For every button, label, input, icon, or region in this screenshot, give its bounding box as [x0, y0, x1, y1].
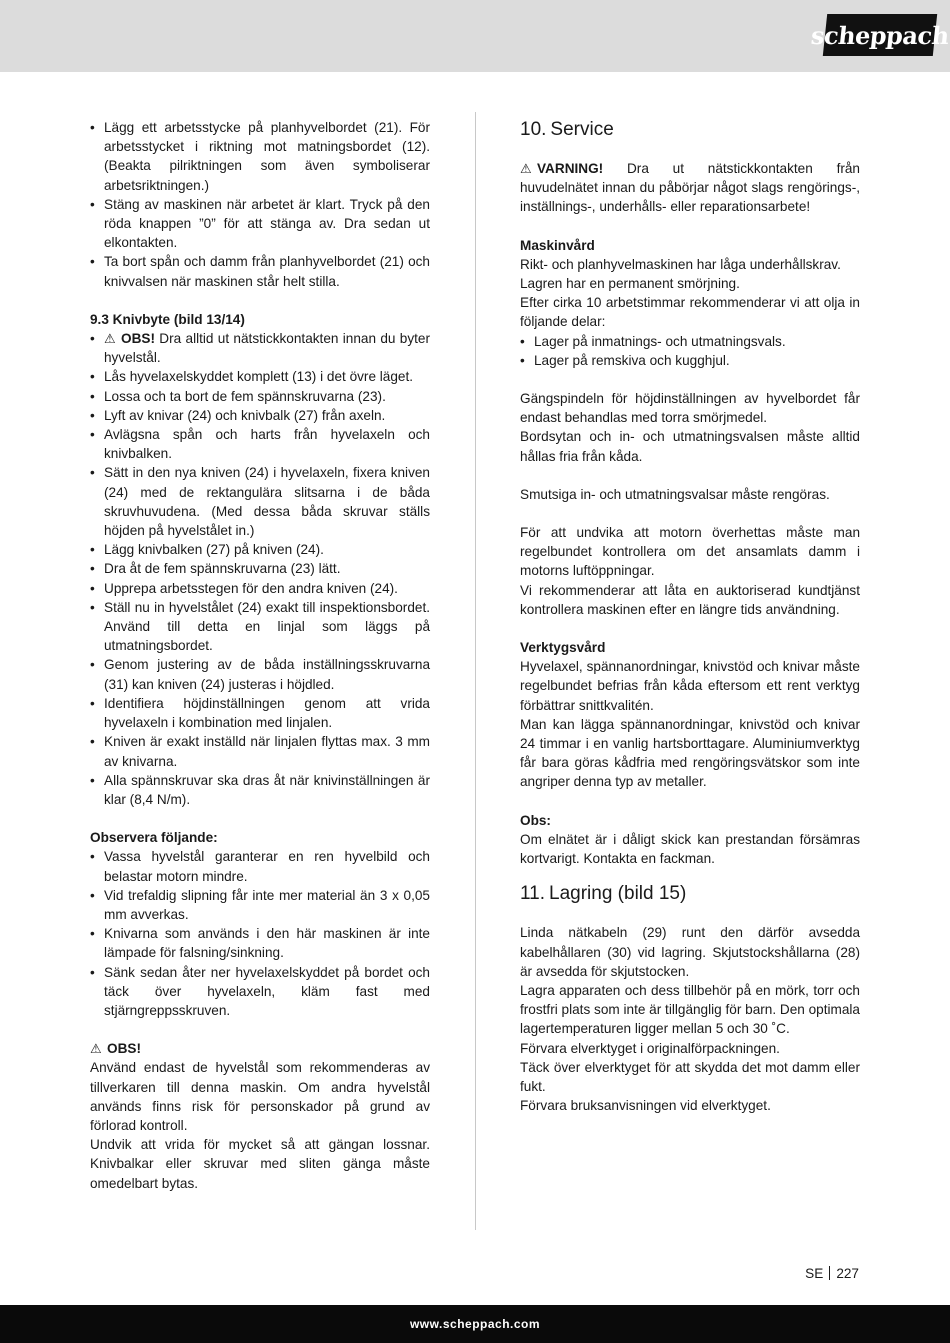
page-number-value: 227	[836, 1266, 859, 1281]
paragraph: Vi rekommenderar att låta en auktoriserad kundtjänst kontrollera maskinen efter en längre tids användning.	[520, 582, 860, 617]
paragraph: Linda nätkabeln (29) runt den därför avsedda kabelhållaren (30) vid lagring. Skjutstockshållarna (28) är avsedda för skjutstocken.	[520, 925, 860, 979]
list-item: • Lager på remskiva och kugghjul.	[520, 351, 860, 370]
list-item: • Lossa och ta bort de fem spännskruvarna (23).	[90, 387, 430, 406]
column-divider	[475, 112, 476, 1230]
paragraph: För att undvika att motorn överhettas måste man regelbundet kontrollera om det ansamlats damm i motorns luftöppningar.	[520, 525, 860, 579]
obs-heading: ⚠ OBS!	[90, 1039, 430, 1058]
lagring-heading: 11. Lagring (bild 15)	[520, 883, 687, 905]
page-number	[805, 1266, 859, 1281]
list-item: • Sätt in den nya kniven (24) i hyvelaxeln, fixera kniven (24) med de rektangulära slitsarna i de båda skruvhuvudena. (Med dessa båda skruvar ställs höjden på hyvelstålet in.)	[90, 463, 430, 540]
warning-triangle-icon: ⚠	[90, 1041, 102, 1057]
list-item: • Ställ nu in hyvelstålet (24) exakt till inspektionsbordet. Använd till detta en linjal som läggs på utmatningsbordet.	[90, 598, 430, 656]
website-link[interactable]: www.scheppach.com	[409, 1317, 541, 1331]
obs-label: OBS!	[121, 331, 155, 347]
list-item: • Lägg ett arbetsstycke på planhyvelbordet (21). För arbetsstycket i riktning mot matningsbordet (12). (Beakta pilriktningen som även symboliserar arbetsriktningen.)	[90, 118, 430, 195]
oil-list	[520, 332, 860, 370]
list-item: • Stäng av maskinen när arbetet är klart. Tryck på den röda knappen ”0” för att stänga av. Dra sedan ut elkontakten.	[90, 195, 430, 253]
knife-list	[90, 329, 430, 809]
scheppach-logo: scheppach	[823, 14, 937, 56]
paragraph: Lagren har en permanent smörjning.	[520, 276, 740, 292]
obs-paragraph-2: Undvik att vrida för mycket så att gängan lossnar. Knivbalkar eller skruvar med sliten gänga måste omedelbart bytas.	[90, 1137, 430, 1191]
paragraph: Rikt- och planhyvelmaskinen har låga underhållskrav.	[520, 256, 841, 272]
observe-heading: Observera följande:	[90, 830, 218, 846]
paragraph: Om elnätet är i dåligt skick kan prestandan försämras kortvarigt. Kontakta en fackman.	[520, 831, 860, 867]
warning-triangle-icon: ⚠	[104, 331, 116, 347]
obs-heading: Obs:	[520, 812, 551, 828]
list-item-obs	[90, 329, 430, 367]
list-item: • Lås hyvelaxelskyddet komplett (13) i det övre läget.	[90, 367, 430, 386]
list-item: • Kniven är exakt inställd när linjalen flyttas max. 3 mm av knivarna.	[90, 732, 430, 770]
observe-list	[90, 847, 430, 1020]
obs-text: Dra alltid ut nätstickkontakten innan du byter hyvelstål.	[104, 331, 430, 366]
list-item: • Lyft av knivar (24) och knivbalk (27) från axeln.	[90, 406, 430, 425]
right-column	[520, 118, 860, 1115]
paragraph: Man kan lägga spännanordningar, knivstöd och knivar 24 timmar i en vanlig hartsborttagare. Aluminiumverktyg får bara göras kådfria med rengöringsvätskor som inte angriper denna typ av metaller.	[520, 716, 860, 790]
verktygsvard-heading: Verktygsvård	[520, 640, 606, 656]
footer-bar	[0, 1305, 950, 1343]
paragraph: Hyvelaxel, spännanordningar, knivstöd och knivar måste regelbundet befrias från kåda eftersom ett rent verktyg förbättrar snittkvalitén.	[520, 659, 860, 713]
header-bar	[0, 0, 950, 72]
intro-list	[90, 118, 430, 291]
list-item: • Identifiera höjdinställningen genom att vrida hyvelaxeln i kombination med linjalen.	[90, 694, 430, 732]
paragraph: Förvara elverktyget i originalförpackningen.	[520, 1040, 780, 1056]
paragraph: Bordsytan och in- och utmatningsvalsen måste alltid hållas fria från kåda.	[520, 429, 860, 464]
list-item: • Avlägsna spån och harts från hyvelaxeln och knivbalken.	[90, 425, 430, 463]
paragraph: Lagra apparaten och dess tillbehör på en mörk, torr och frostfri plats som inte är tillgänglig för barn. Den optimala lagertemperaturen ligger mellan 5 och 30 ˚C.	[520, 982, 860, 1037]
maskinvard-heading: Maskinvård	[520, 237, 595, 253]
paragraph: Täck över elverktyget för att skydda det mot damm eller fukt.	[520, 1059, 860, 1094]
list-item: • Lägg knivbalken (27) på kniven (24).	[90, 540, 430, 559]
obs-paragraph: Använd endast de hyvelstål som rekommenderas av tillverkaren till denna maskin. Om andra hyvelstål används finns risk för personskador på grund av förlorad kontroll.	[90, 1060, 430, 1133]
warning-paragraph: ⚠ VARNING! Dra ut nätstickkontakten från huvudelnätet innan du påbörjar något slags rengörings-, inställnings-, underhålls- eller reparationsarbete!	[520, 161, 860, 215]
list-item: • Alla spännskruvar ska dras åt när knivinställningen är klar (8,4 N/m).	[90, 771, 430, 809]
paragraph: Förvara bruksanvisningen vid elverktyget.	[520, 1098, 771, 1114]
paragraph: Efter cirka 10 arbetstimmar rekommenderar vi att olja in följande delar:	[520, 295, 860, 330]
language-code: SE	[805, 1266, 824, 1281]
list-item: • Vid trefaldig slipning får inte mer material än 3 x 0,05 mm avverkas.	[90, 886, 430, 924]
service-heading: 10. Service	[520, 119, 614, 140]
warning-triangle-icon: ⚠	[520, 161, 532, 176]
list-item: • Dra åt de fem spännskruvarna (23) lätt.	[90, 559, 430, 578]
list-item: • Vassa hyvelstål garanterar en ren hyvelbild och belastar motorn mindre.	[90, 847, 430, 885]
list-item: • Sänk sedan åter ner hyvelaxelskyddet på bordet och täck över hyvelaxeln, kläm fast med stjärngreppsskruven.	[90, 963, 430, 1021]
list-item: • Ta bort spån och damm från planhyvelbordet (21) och knivvalsen när maskinen står helt stilla.	[90, 252, 430, 290]
list-item: • Knivarna som används i den här maskinen är inte lämpade för falsning/sinkning.	[90, 924, 430, 962]
paragraph: Smutsiga in- och utmatningsvalsar måste rengöras.	[520, 486, 830, 502]
left-column	[90, 118, 430, 1193]
list-item: • Genom justering av de båda inställningsskruvarna (31) kan kniven (24) justeras i höjdled.	[90, 655, 430, 693]
section-9-3-heading: 9.3 Knivbyte (bild 13/14)	[90, 311, 245, 327]
list-item: • Lager på inmatnings- och utmatningsvals.	[520, 332, 860, 351]
paragraph: Gängspindeln för höjdinställningen av hyvelbordet får endast behandlas med torra smörjmedel.	[520, 391, 860, 426]
list-item: • Upprepa arbetsstegen för den andra kniven (24).	[90, 579, 430, 598]
